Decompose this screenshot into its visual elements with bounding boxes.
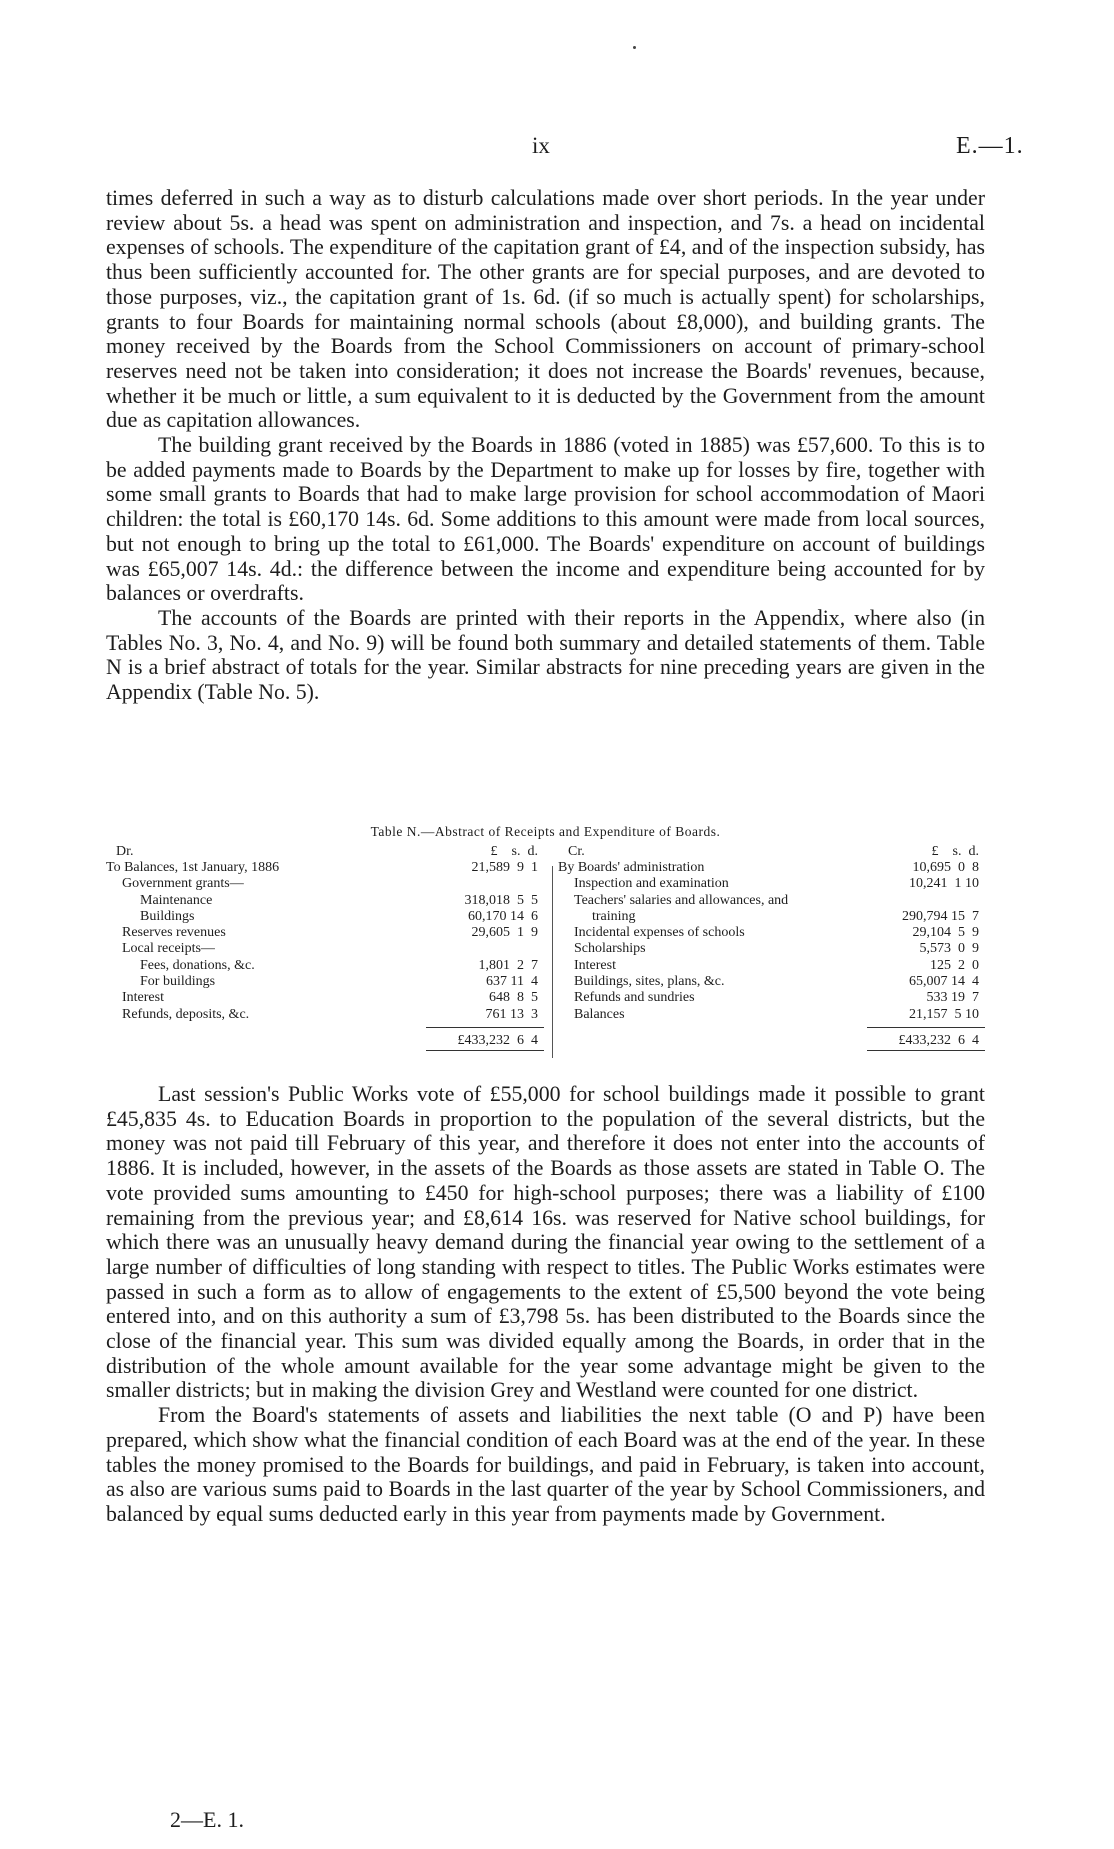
dr-row-amount: 318,018 5 5 — [464, 892, 538, 908]
dr-row-label: Reserves revenues — [122, 925, 226, 941]
table-title: Table N.—Abstract of Receipts and Expenditure of Boards. — [370, 824, 721, 839]
cr-row-amount: 10,695 0 8 — [912, 860, 979, 875]
page-number: ix — [532, 133, 550, 158]
cr-row — [558, 925, 985, 941]
cr-row-amount: 5,573 0 9 — [919, 941, 979, 957]
cr-row-amount: 65,007 14 4 — [909, 974, 979, 990]
dr-row-amount: 761 13 3 — [485, 1006, 538, 1022]
cr-row — [558, 958, 985, 974]
document-reference: E.—1. — [956, 133, 1024, 159]
cr-row — [558, 893, 985, 909]
credit-heading: Cr. — [568, 844, 585, 859]
dr-row-label: Buildings — [140, 908, 195, 924]
dr-row — [106, 941, 544, 957]
column-divider — [552, 866, 553, 1058]
cr-row-amount: 533 19 7 — [926, 990, 979, 1006]
paragraph-3: The accounts of the Boards are printed with their reports in the Appendix, where also (in Tables No. 3, No. 4, and No. 9) will be found both summary and detailed statements of them. Table N is a brief abstract of totals for the year. Similar abstracts for nine preceding years are given in the Appendix (Table No. 5). — [106, 605, 985, 705]
cr-row — [558, 941, 985, 957]
credit-header — [558, 844, 985, 860]
paragraph-2: The building grant received by the Boards in 1886 (voted in 1885) was £57,600. To this is to be added payments made to Boards by the Department to make up for losses by fire, together with some small grants to Boards that had to make large provision for school accommodation of Maori children: the total is £60,170 14s. 6d. Some additions to this amount were made from local sources, but not enough to bring up the total to £61,000. The Boards' expenditure on account of buildings was £65,007 14s. 4d.: the difference between the income and expenditure being accounted for by balances or overdrafts. — [106, 433, 985, 606]
dr-row — [106, 925, 544, 941]
dr-row — [106, 893, 544, 909]
cr-row — [558, 974, 985, 990]
dr-row-amount: 648 8 5 — [489, 990, 538, 1006]
credit-column — [558, 844, 985, 1051]
dr-row — [106, 974, 544, 990]
dr-row-amount: 29,605 1 9 — [471, 925, 538, 941]
body-text-upper — [106, 186, 985, 705]
page-signature: 2—E. 1. — [170, 1807, 244, 1832]
dr-row-label: Local receipts— — [122, 941, 215, 957]
cr-row-label: Balances — [574, 1006, 625, 1022]
debit-total-row — [106, 1027, 544, 1051]
cr-row-label: Buildings, sites, plans, &c. — [574, 974, 725, 990]
dr-row — [106, 958, 544, 974]
cr-row — [558, 909, 985, 925]
dr-row-amount: 60,170 14 6 — [468, 908, 538, 924]
printer-dot — [633, 46, 636, 49]
dr-row-label: Fees, donations, &c. — [140, 957, 255, 973]
cr-row-label: Incidental expenses of schools — [574, 925, 745, 941]
body-text-lower — [106, 1082, 985, 1527]
cr-row-label: training — [592, 908, 636, 924]
cr-row-amount: 21,157 5 10 — [909, 1006, 979, 1022]
cr-row-label: Teachers' salaries and allowances, and — [574, 892, 789, 908]
dr-row — [106, 1007, 544, 1023]
dr-row — [106, 860, 544, 876]
cr-row-label: Interest — [574, 957, 616, 973]
paragraph-5: From the Board's statements of assets and liabilities the next table (O and P) have been prepared, which show what the financial condition of each Board was at the end of the year. In these tables the money promised to the Boards for buildings, and paid in February, is taken into account, as also are various sums paid to Boards in the last quarter of the year by School Commissioners, and balanced by equal sums deducted early in this year from payments made by Government. — [106, 1403, 985, 1526]
paragraph-1: times deferred in such a way as to disturb calculations made over short periods. In the year under review about 5s. a head was spent on administration and inspection, and 7s. a head on incidental expenses of schools. The expenditure of the capitation grant of £4, and of the inspection subsidy, has thus been sufficiently accounted for. The other grants are for special purposes, and are devoted to those purposes, viz., the capitation grant of 1s. 6d. (if so much is actually spent) for scholarships, grants to four Boards for maintaining normal schools (about £8,000), and building grants. The money received by the Boards from the School Commissioners on account of primary-school reserves need not be taken into consideration; it does not increase the Boards' revenues, because, whether it be much or little, a sum equivalent to it is deducted by the Government from the amount due as capitation allowances. — [106, 186, 985, 433]
dr-row-label: Maintenance — [140, 892, 213, 908]
cr-row-label: Inspection and examination — [574, 876, 729, 892]
cr-row-amount: 125 2 0 — [930, 957, 979, 973]
cr-row — [558, 876, 985, 892]
dr-row-label: Interest — [122, 990, 164, 1006]
dr-row — [106, 909, 544, 925]
cr-row — [558, 860, 985, 876]
dr-row-label: Refunds, deposits, &c. — [122, 1006, 250, 1022]
dr-row-amount: 1,801 2 7 — [478, 957, 538, 973]
cr-row-label: Scholarships — [574, 941, 646, 957]
cr-row — [558, 1007, 985, 1023]
cr-row-amount: 290,794 15 7 — [902, 908, 979, 924]
cr-row-amount: 10,241 1 10 — [909, 876, 979, 892]
dr-row — [106, 876, 544, 892]
credit-total: £433,232 6 4 — [898, 1032, 979, 1048]
cr-row-amount: 29,104 5 9 — [912, 925, 979, 941]
credit-rows — [558, 860, 985, 1023]
debit-total: £433,232 6 4 — [457, 1032, 538, 1048]
cr-row-label: Refunds and sundries — [574, 990, 695, 1006]
dr-row-label: For buildings — [140, 974, 216, 990]
debit-rows — [106, 860, 544, 1023]
dr-row-amount: 21,589 9 1 — [471, 860, 538, 875]
dr-row-amount: 637 11 4 — [486, 974, 538, 990]
credit-total-row — [558, 1027, 985, 1051]
dr-row — [106, 990, 544, 1006]
cr-row — [558, 990, 985, 1006]
debit-column — [106, 844, 544, 1051]
dr-row-label: To Balances, 1st January, 1886 — [106, 860, 280, 875]
currency-heading: £ s. d. — [490, 844, 538, 859]
cr-row-label: By Boards' administration — [558, 860, 705, 875]
debit-header — [106, 844, 544, 860]
debit-heading: Dr. — [116, 844, 134, 859]
dr-row-label: Government grants— — [122, 876, 244, 892]
currency-heading: £ s. d. — [931, 844, 979, 859]
paragraph-4: Last session's Public Works vote of £55,000 for school buildings made it possible to grant £45,835 4s. to Education Boards in proportion to the population of the several districts, but the money was not paid till February of this year, and therefore it does not enter into the accounts of 1886. It is included, however, in the assets of the Boards as those assets are stated in Table O. The vote provided sums amounting to £450 for high-school purposes; there was a liability of £100 remaining from the previous year; and £8,614 16s. was reserved for Native school buildings, for which there was an unusually heavy demand during the financial year owing to the settlement of a large number of difficulties of long standing with respect to titles. The Public Works estimates were passed in such a form as to allow of engagements to the extent of £5,500 beyond the vote being entered into, and on this authority a sum of £3,798 5s. has been distributed to the Boards since the close of the financial year. This sum was divided equally among the Boards, in order that in the distribution of the whole amount available for the year some advantage might be given to the smaller districts; but in making the division Grey and Westland were counted for one district. — [106, 1082, 985, 1403]
